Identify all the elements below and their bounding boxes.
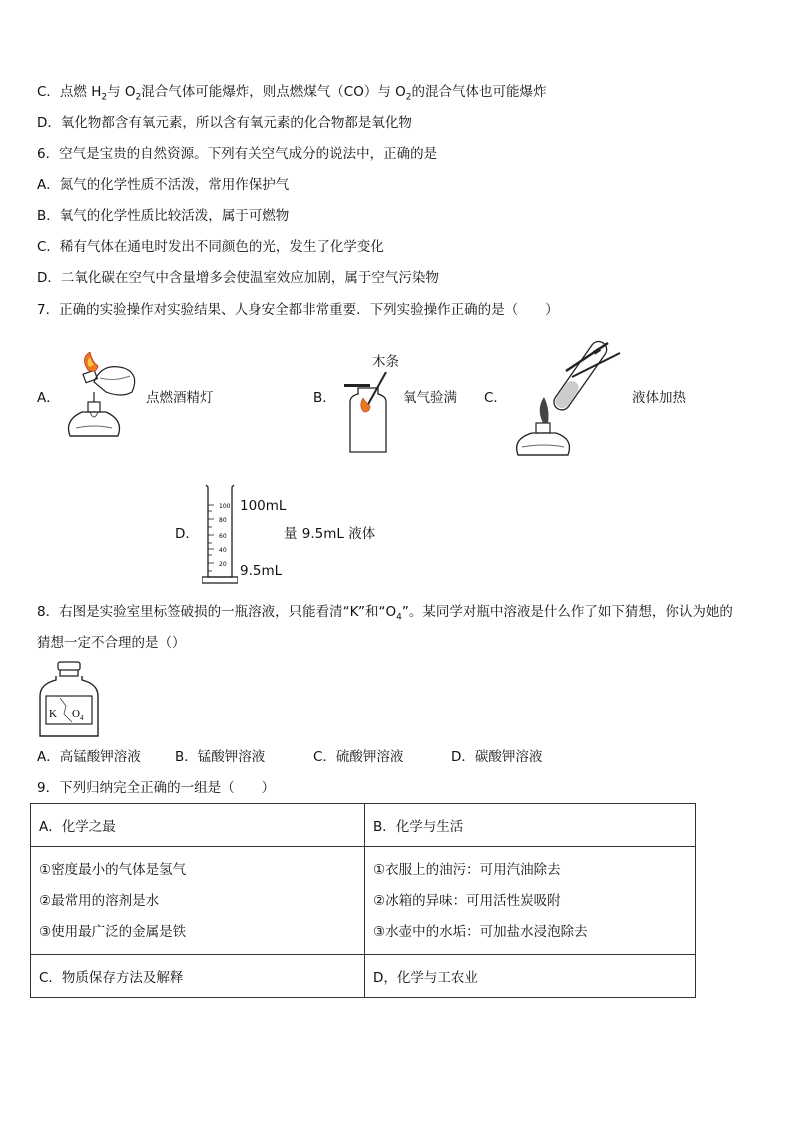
q7-d-bottom-label: 9.5mL (240, 563, 283, 579)
cylinder-tick-60: 60 (219, 533, 227, 540)
cylinder-tick-80: 80 (219, 517, 227, 524)
q6-option-a: A．氮气的化学性质不活泼，常用作保护气 (37, 177, 290, 193)
measuring-cylinder-figure (202, 483, 238, 585)
bottle-label-k: K (49, 708, 57, 720)
q9-b-item: ①衣服上的油污：可用汽油除去 (373, 862, 561, 878)
bottle-label-o: O (72, 708, 80, 720)
q6-option-d: D．二氧化碳在空气中含量增多会使温室效应加剧，属于空气污染物 (37, 270, 439, 286)
q7-stem: 7．正确的实验操作对实验结果、人身安全都非常重要．下列实验操作正确的是（ ） (37, 302, 559, 318)
q9-table (30, 803, 696, 998)
q8-option-d: D．碳酸钾溶液 (451, 749, 543, 765)
q7-c-label: C． (484, 390, 507, 406)
q5-option-c: C．点燃 $H_2$与 $O_2$混合气体可能爆炸，则点燃煤气（CO）与 $O_2$的混合气体也可能爆炸 (37, 84, 547, 103)
q7-d-top-label: 100mL (240, 498, 287, 514)
q9-cell-c-head: C．物质保存方法及解释 (31, 955, 365, 998)
bottle-label-o-sub: 4 (80, 714, 84, 722)
liquid-heating-figure (508, 339, 628, 463)
q7-b-caption: 氧气验满 (403, 390, 457, 406)
q9-b-item: ③水壶中的水垢：可加盐水浸泡除去 (373, 924, 588, 940)
q9-cell-d-head: D，化学与工农业 (365, 955, 696, 998)
q9-a-item: ③使用最广泛的金属是铁 (39, 924, 187, 940)
q9-b-item: ②冰箱的异味：可用活性炭吸附 (373, 893, 561, 909)
q9-stem: 9．下列归纳完全正确的一组是（ ） (37, 780, 276, 796)
q6-stem: 6．空气是宝贵的自然资源。下列有关空气成分的说法中，正确的是 (37, 146, 438, 162)
q8-stem-line2: 猜想一定不合理的是（） (37, 635, 186, 651)
q9-a-item: ②最常用的溶剂是水 (39, 893, 160, 909)
q8-stem-line1: 8．右图是实验室里标签破损的一瓶溶液，只能看清“K”和“$O_4$”。某同学对瓶中溶液是什么作了如下猜想，你认为她的 (37, 604, 733, 623)
q7-d-caption: 量 9.5mL 液体 (284, 526, 376, 542)
q5-option-d: D．氧化物都含有氧元素，所以含有氧元素的化合物都是氧化物 (37, 115, 412, 131)
q7-a-label: A． (37, 390, 60, 406)
q9-cell-a-head: A．化学之最 (31, 804, 365, 847)
q6-option-b: B．氧气的化学性质比较活泼，属于可燃物 (37, 208, 290, 224)
q8-option-a: A．高锰酸钾溶液 (37, 749, 141, 765)
q7-b-top-label: 木条 (372, 354, 399, 370)
q7-c-caption: 液体加热 (632, 390, 686, 406)
q9-cell-b-body (365, 847, 696, 955)
q7-a-caption: 点燃酒精灯 (146, 390, 214, 406)
q9-cell-b-head: B．化学与生活 (365, 804, 696, 847)
q6-option-c: C．稀有气体在通电时发出不同颜色的光，发生了化学变化 (37, 239, 384, 255)
q7-d-label: D． (175, 526, 199, 542)
alcohol-lamp-lighting-figure (62, 352, 146, 444)
cylinder-tick-40: 40 (219, 547, 227, 554)
q8-option-b: B．锰酸钾溶液 (175, 749, 266, 765)
q8-option-c: C．硫酸钾溶液 (313, 749, 404, 765)
q9-a-item: ①密度最小的气体是氢气 (39, 862, 187, 878)
oxygen-test-figure (340, 372, 396, 454)
q9-cell-a-body (31, 847, 365, 955)
cylinder-tick-20: 20 (219, 561, 227, 568)
cylinder-tick-100: 100 (219, 503, 231, 510)
reagent-bottle-figure (36, 660, 102, 740)
q7-b-label: B． (313, 390, 336, 406)
